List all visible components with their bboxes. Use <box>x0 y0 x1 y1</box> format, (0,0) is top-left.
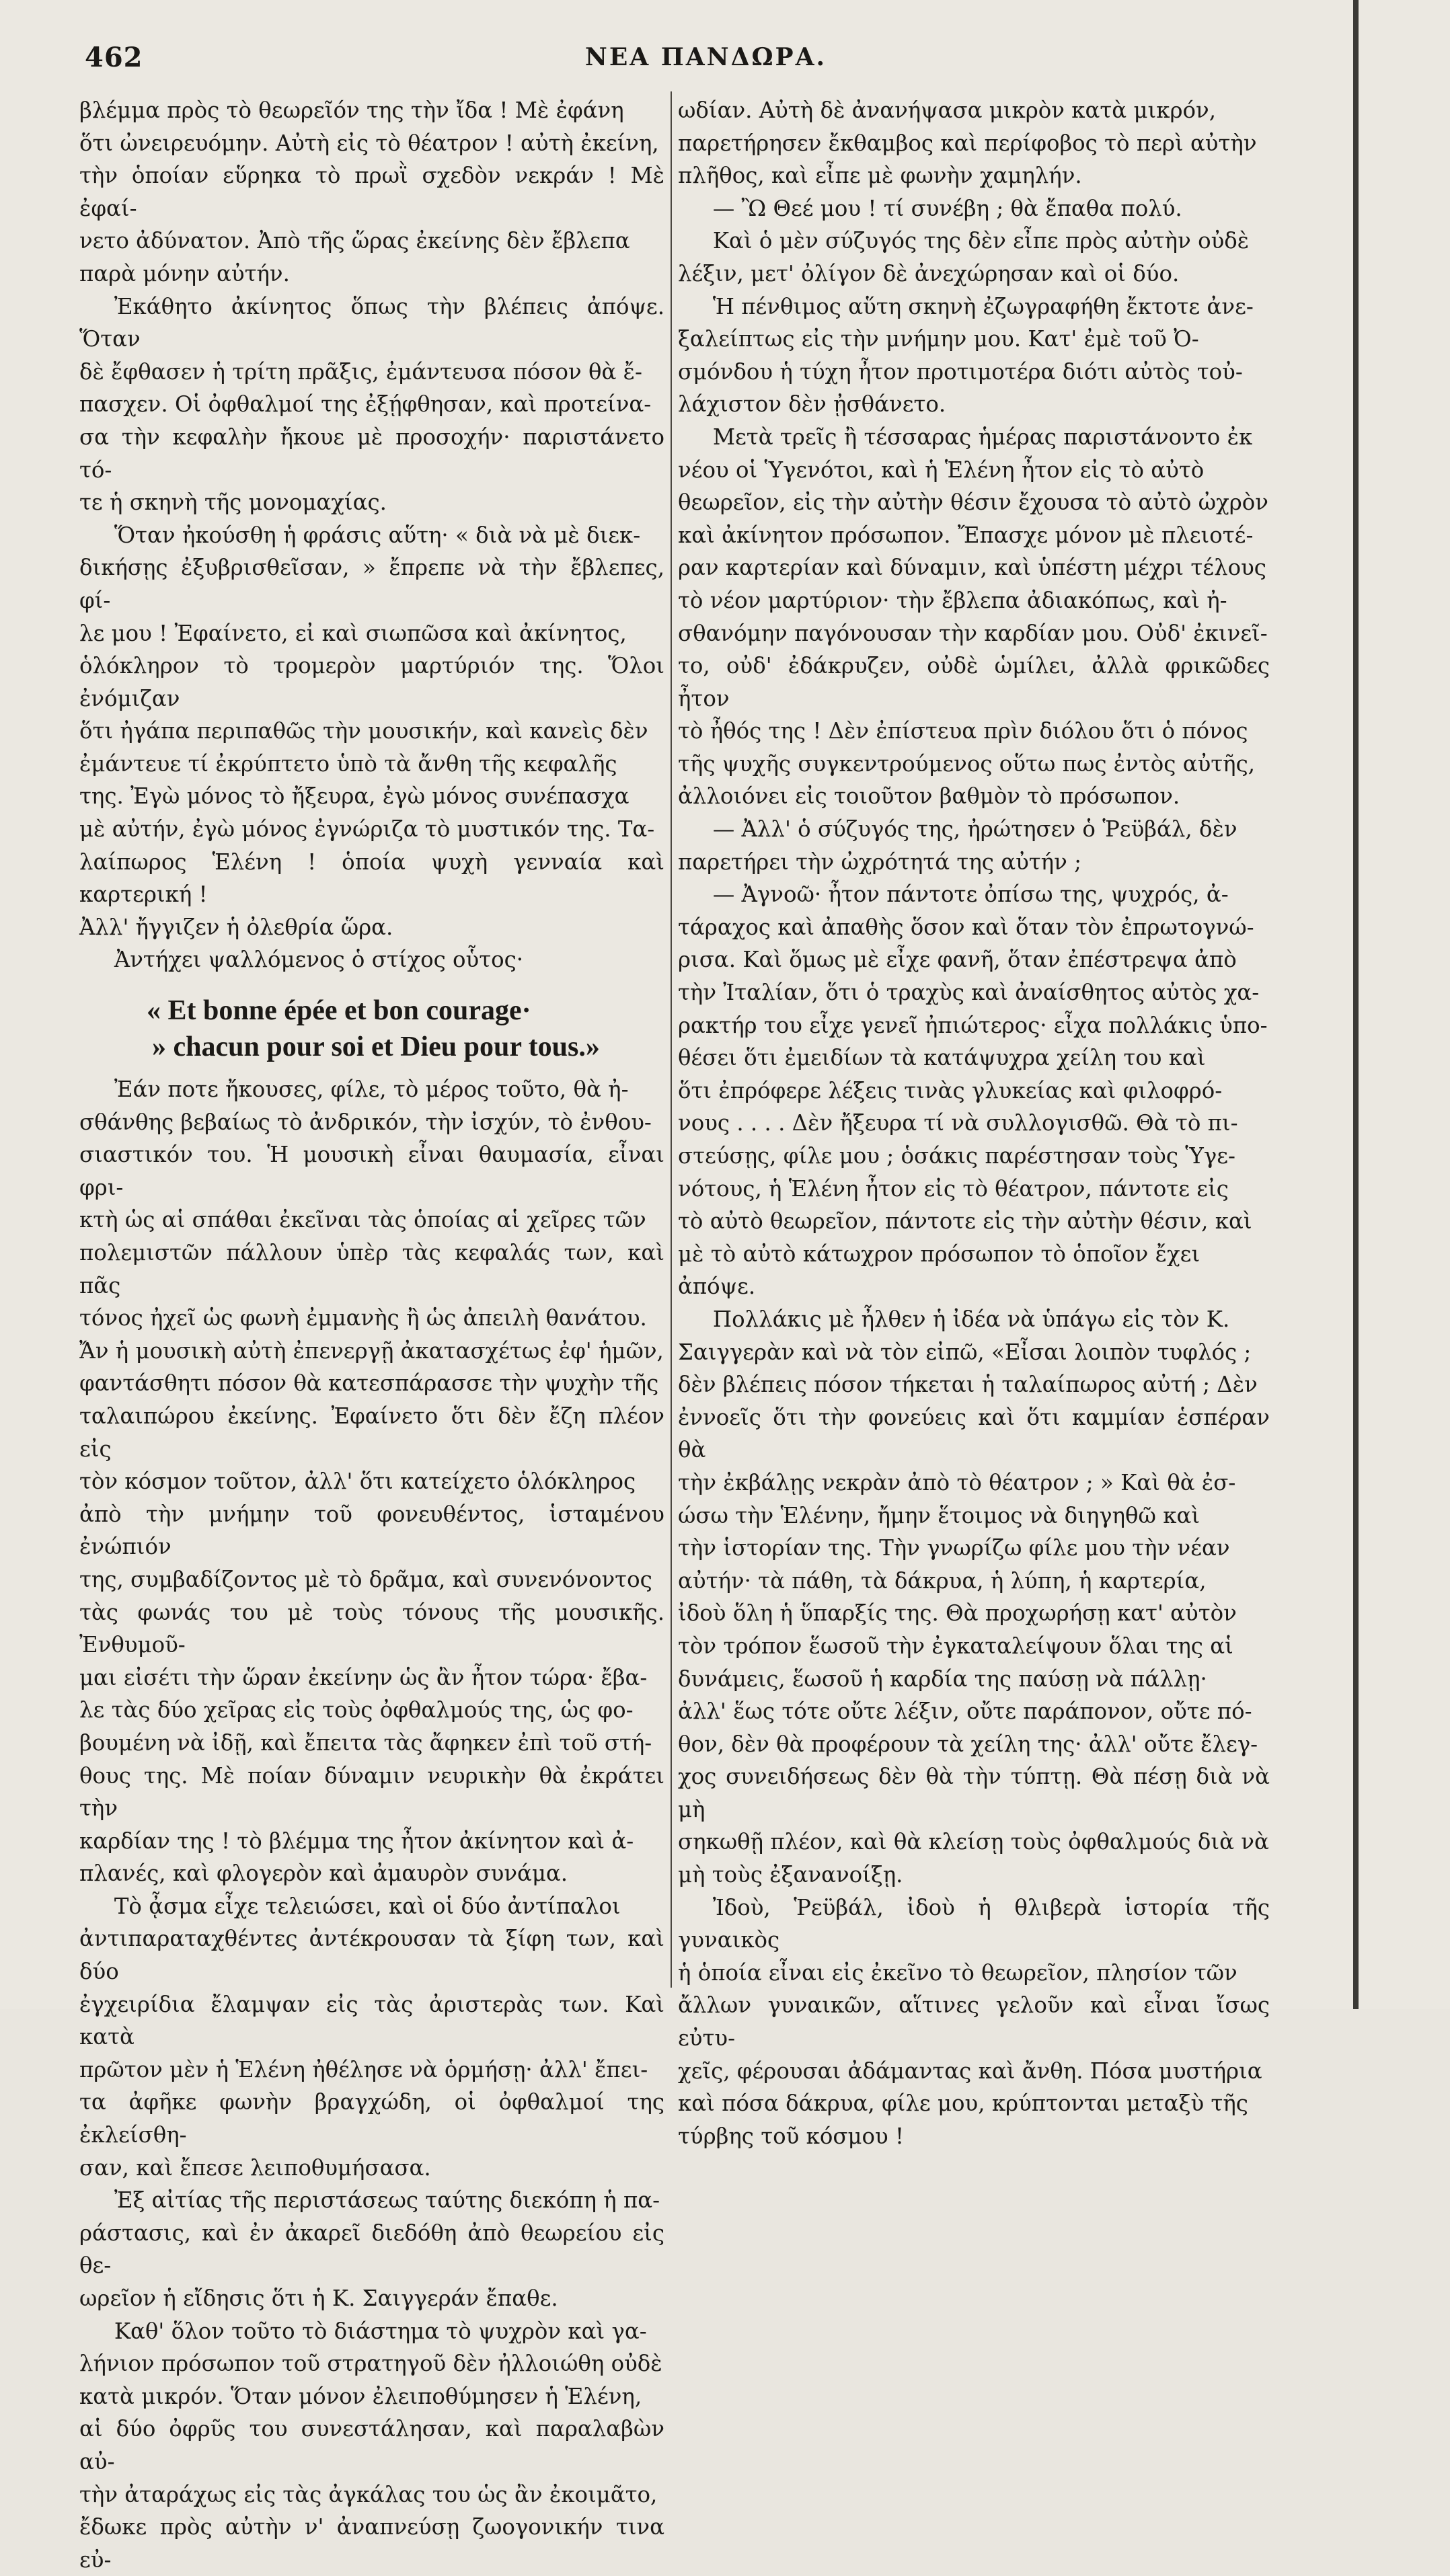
paragraph: Ἐάν ποτε ἤκουσες, φίλε, τὸ μέρος τοῦτο, θὰ ἠ- σθάνθης βεβαίως τὸ ἀνδρικόν, τὴν ἰσχύν, τὸ ἐνθου- σιαστικόν του. Ἡ μουσικὴ εἶναι θαυμασία, εἶναι φρι- κτὴ ὡς αἱ σπάθαι ἐκεῖναι τὰς ὁποίας αἱ χεῖρες τῶν πολεμιστῶν πάλλουν ὑπὲρ τὰς κεφαλάς των, καὶ πᾶς τόνος ἠχεῖ ὡς φωνὴ ἐμμανὴς ἢ ὡς ἀπειλὴ θανάτου. Ἄν ἡ μουσικὴ αὐτὴ ἐπενεργῇ ἀκατασχέτως ἐφ' ἡμῶν, φαντάσθητι πόσον θὰ κατεσπάρασσε τὴν ψυχὴν τῆς ταλαιπώρου ἐκείνης. Ἐφαίνετο ὅτι δὲν ἔζη πλέον εἰς τὸν κόσμον τοῦτον, ἀλλ' ὅτι κατείχετο ὁλόκληρος ἀπὸ τὴν μνήμην τοῦ φονευθέντος, ἱσταμένου ἐνώπιόν της, συμβαδίζοντος μὲ τὸ δρᾶμα, καὶ συνενόνοντος τὰς φωνάς του μὲ τοὺς τόνους τῆς μουσικῆς. Ἐνθυμοῦ- μαι εἰσέτι τὴν ὥραν ἐκείνην ὡς ἂν ἦτον τώρα· ἔβα- λε τὰς δύο χεῖρας εἰς τοὺς ὀφθαλμούς της, ὡς φο- βουμένη νὰ ἰδῇ, καὶ ἔπειτα τὰς ἄφηκεν ἐπὶ τοῦ στή- θους της. Μὲ ποίαν δύναμιν νευρικὴν θὰ ἐκράτει τὴν καρδίαν της ! τὸ βλέμμα της ἦτον ἀκίνητον καὶ ἀ- πλανές, καὶ φλογερὸν καὶ ἀμαυρὸν συνάμα. <box>79 1077 664 1887</box>
paragraph: Καὶ ὁ μὲν σύζυγός της δὲν εἶπε πρὸς αὐτὴν οὐδὲ λέξιν, μετ' ὀλίγον δὲ ἀνεχώρησαν καὶ οἱ δύο. <box>678 228 1250 286</box>
column-divider <box>671 91 672 1988</box>
paragraph: Πολλάκις μὲ ἦλθεν ἡ ἰδέα νὰ ὑπάγω εἰς τὸν Κ. Σαιγγερὰν καὶ νὰ τὸν εἰπῶ, «Εἶσαι λοιπὸν τυφλός ; δὲν βλέπεις πόσον τήκεται ἡ ταλαίπωρος αὐτή ; Δὲν ἐννοεῖς ὅτι τὴν φονεύεις καὶ ὅτι καμμίαν ἑσπέραν θὰ τὴν ἐκβάλῃς νεκρὰν ἀπὸ τὸ θέατρον ; » Καὶ θὰ ἐσ- ώσω τὴν Ἑλένην, ἤμην ἕτοιμος νὰ διηγηθῶ καὶ τὴν ἱστορίαν της. Τὴν γνωρίζω φίλε μου τὴν νέαν αὐτήν· τὰ πάθη, τὰ δάκρυα, ἡ λύπη, ἡ καρτερία, ἰδοὺ ὅλη ἡ ὕπαρξίς της. Θὰ προχωρήσῃ κατ' αὐτὸν τὸν τρόπον ἕωσοῦ τὴν ἐγκαταλείψουν ὅλαι της αἱ δυνάμεις, ἕωσοῦ ἡ καρδία της παύσῃ νὰ πάλλῃ· ἀλλ' ἕως τότε οὔτε λέξιν, οὔτε παράπονον, οὔτε πό- θον, δὲν θὰ προφέρουν τὰ χείλη της· ἀλλ' οὔτε ἔλεγ- χος συνειδήσεως δὲν θὰ τὴν τύπτῃ. Θὰ πέσῃ διὰ νὰ μὴ σηκωθῇ πλέον, καὶ θὰ κλείσῃ τοὺς ὀφθαλμούς διὰ νὰ μὴ τοὺς ἐξανανοίξῃ. <box>678 1306 1270 1888</box>
paragraph: Ὅταν ἠκούσθη ἡ φράσις αὕτη· « διὰ νὰ μὲ διεκ- δικήσῃς ἐξυβρισθεῖσαν, » ἔπρεπε νὰ τὴν ἔβλεπες, φί- λε μου ! Ἐφαίνετο, εἰ καὶ σιωπῶσα καὶ ἀκίνητος, ὁλόκληρον τὸ τρομερὸν μαρτύριόν της. Ὅλοι ἐνόμιζαν ὅτι ἠγάπα περιπαθῶς τὴν μουσικήν, καὶ κανεὶς δὲν ἐμάντευε τί ἐκρύπτετο ὑπὸ τὰ ἄνθη τῆς κεφαλῆς της. Ἐγὼ μόνος τὸ ἤξευρα, ἐγὼ μόνος συνέπασχα μὲ αὐτήν, ἐγὼ μόνος ἐγνώριζα τὸ μυστικόν της. Τα- λαίπωρος Ἑλένη ! ὁποία ψυχὴ γενναία καὶ καρτερική ! Ἀλλ' ἤγγιζεν ἡ ὀλεθρία ὥρα. <box>79 522 664 940</box>
verse-quote <box>79 992 664 1065</box>
page-number: 462 <box>85 42 143 73</box>
paragraph: Ἀντήχει ψαλλόμενος ὁ στίχος οὗτος· <box>114 947 524 973</box>
verse-line: » chacun pour soi et Dieu pour tous.» <box>152 1031 600 1063</box>
paragraph: — Ἀλλ' ὁ σύζυγός της, ἠρώτησεν ὁ Ῥεϋβάλ, δὲν παρετήρει τὴν ὠχρότητά της αὐτήν ; <box>678 816 1237 875</box>
paragraph: Καθ' ὅλον τοῦτο τὸ διάστημα τὸ ψυχρὸν καὶ γα- λήνιον πρόσωπον τοῦ στρατηγοῦ δὲν ἠλλοιώθη οὐδὲ κατὰ μικρόν. Ὅταν μόνον ἐλειποθύμησεν ἡ Ἑλένη, αἱ δύο ὀφρῦς του συνεστάλησαν, καὶ παραλαβὼν αὐ- τὴν ἀταράχως εἰς τὰς ἀγκάλας του ὡς ἂν ἐκοιμᾶτο, ἔδωκε πρὸς αὐτὴν ν' ἀναπνεύσῃ ζωογονικήν τινα εὐ- <box>79 2318 664 2573</box>
paragraph: Ἐκάθητο ἀκίνητος ὅπως τὴν βλέπεις ἀπόψε. Ὅταν δὲ ἔφθασεν ἡ τρίτη πρᾶξις, ἐμάντευσα πόσον θὰ ἔ- πασχεν. Οἱ ὀφθαλμοί της ἐξῄφθησαν, καὶ προτείνα- σα τὴν κεφαλὴν ἤκουε μὲ προσοχήν· παριστάνετο τό- τε ἡ σκηνὴ τῆς μονομαχίας. <box>79 293 664 516</box>
page-header <box>75 42 1336 82</box>
paragraph: — Ὢ Θεέ μου ! τί συνέβη ; θὰ ἔπαθα πολύ. <box>712 195 1182 221</box>
paragraph: ωδίαν. Αὐτὴ δὲ ἀνανήψασα μικρὸν κατὰ μικρόν, παρετήρησεν ἔκθαμβος καὶ περίφοβος τὸ περὶ αὐτὴν πλῆθος, καὶ εἶπε μὲ φωνὴν χαμηλήν. <box>678 97 1257 189</box>
running-title: ΝΕΑ ΠΑΝΔΩΡΑ. <box>584 43 827 71</box>
paragraph: Ἰδοὺ, Ῥεϋβάλ, ἰδοὺ ἡ θλιβερὰ ἱστορία τῆς γυναικὸς ἡ ὁποία εἶναι εἰς ἐκεῖνο τὸ θεωρεῖον, πλησίον τῶν ἄλλων γυναικῶν, αἵτινες γελοῦν καὶ εἶναι ἴσως εὐτυ- χεῖς, φέρουσαι ἀδάμαντας καὶ ἄνθη. Πόσα μυστήρια καὶ πόσα δάκρυα, φίλε μου, κρύπτονται μεταξὺ τῆς τύρβης τοῦ κόσμου ! <box>678 1894 1270 2149</box>
paragraph: Μετὰ τρεῖς ἢ τέσσαρας ἡμέρας παριστάνοντο ἐκ νέου οἱ Ὑγενότοι, καὶ ἡ Ἑλένη ἦτον εἰς τὸ αὐτὸ θεωρεῖον, εἰς τὴν αὐτὴν θέσιν ἔχουσα τὸ αὐτὸ ὠχρὸν καὶ ἀκίνητον πρόσωπον. Ἔπασχε μόνον μὲ πλειοτέ- ραν καρτερίαν καὶ δύναμιν, καὶ ὑπέστη μέχρι τέλους τὸ νέον μαρτύριον· τὴν ἔβλεπα ἀδιακόπως, καὶ ἠ- σθανόμην παγόνουσαν τὴν καρδίαν μου. Οὐδ' ἐκινεῖ- το, οὐδ' ἐδάκρυζεν, οὐδὲ ὡμίλει, ἀλλὰ φρικῶδες ἦτον τὸ ἦθός της ! Δὲν ἐπίστευα πρὶν διόλου ὅτι ὁ πόνος τῆς ψυχῆς συγκεντρούμενος οὕτω πως ἐντὸς αὐτῆς, ἀλλοιόνει εἰς τοιοῦτον βαθμὸν τὸ πρόσωπον. <box>678 424 1270 810</box>
paragraph: Τὸ ᾆσμα εἶχε τελειώσει, καὶ οἱ δύο ἀντίπαλοι ἀντιπαραταχθέντες ἀντέκρουσαν τὰ ξίφη των, καὶ δύο ἐγχειρίδια ἔλαμψαν εἰς τὰς ἀριστερὰς των. Καὶ κατὰ πρῶτον μὲν ἡ Ἑλένη ἠθέλησε νὰ ὁρμήσῃ· ἀλλ' ἔπει- τα ἀφῆκε φωνὴν βραγχώδη, οἱ ὀφθαλμοί της ἐκλείσθη- σαν, καὶ ἔπεσε λειποθυμήσασα. <box>79 1893 664 2181</box>
right-column <box>678 94 1270 2149</box>
paragraph: Ἡ πένθιμος αὕτη σκηνὴ ἐζωγραφήθη ἔκτοτε ἀνε- ξαλείπτως εἰς τὴν μνήμην μου. Κατ' ἐμὲ τοῦ Ὀ- σμόνδου ἡ τύχη ἦτον προτιμοτέρα διότι αὐτὸς τοὐ- λάχιστον δὲν ᾐσθάνετο. <box>678 293 1254 418</box>
paragraph: βλέμμα πρὸς τὸ θεωρεῖόν της τὴν ἴδα ! Μὲ ἐφάνη ὅτι ὠνειρευόμην. Αὐτὴ εἰς τὸ θέατρον ! αὐτὴ ἐκείνη, τὴν ὁποίαν εὕρηκα τὸ πρωῒ σχεδὸν νεκράν ! Μὲ ἐφαί- νετο ἀδύνατον. Ἀπὸ τῆς ὥρας ἐκείνης δὲν ἔβλεπα παρὰ μόνην αὐτήν. <box>79 97 664 286</box>
paragraph: — Ἀγνοῶ· ἦτον πάντοτε ὀπίσω της, ψυχρός, ἀ- τάραχος καὶ ἀπαθὴς ὅσον καὶ ὅταν τὸν ἐπρωτογνώ- ρισα. Καὶ ὅμως μὲ εἶχε φανῆ, ὅταν ἐπέστρεψα ἀπὸ τὴν Ἰταλίαν, ὅτι ὁ τραχὺς καὶ ἀναίσθητος αὐτὸς χα- ρακτήρ του εἶχε γενεῖ ἠπιώτερος· εἶχα πολλάκις ὑπο- θέσει ὅτι ἐμειδίων τὰ κατάψυχρα χείλη του καὶ ὅτι ἐπρόφερε λέξεις τινὰς γλυκείας καὶ φιλοφρό- νους . . . . Δὲν ἤξευρα τί νὰ συλλογισθῶ. Θὰ τὸ πι- στεύσῃς, φίλε μου ; ὁσάκις παρέστησαν τοὺς Ὑγε- νότους, ἡ Ἑλένη ἦτον εἰς τὸ θέατρον, πάντοτε εἰς τὸ αὐτὸ θεωρεῖον, πάντοτε εἰς τὴν αὐτὴν θέσιν, καὶ μὲ τὸ αὐτὸ κάτωχρον πρόσωπον τὸ ὁποῖον ἔχει ἀπόψε. <box>678 882 1268 1300</box>
page-edge-shadow <box>1353 0 1359 2009</box>
verse-line: « Et bonne épée et bon courage· <box>147 995 531 1027</box>
paragraph: Ἐξ αἰτίας τῆς περιστάσεως ταύτης διεκόπη ἡ πα- ράστασις, καὶ ἐν ἀκαρεῖ διεδόθη ἀπὸ θεωρείου εἰς θε- ωρεῖον ἡ εἴδησις ὅτι ἡ Κ. Σαιγγεράν ἔπαθε. <box>79 2187 664 2311</box>
left-column <box>79 94 664 2573</box>
